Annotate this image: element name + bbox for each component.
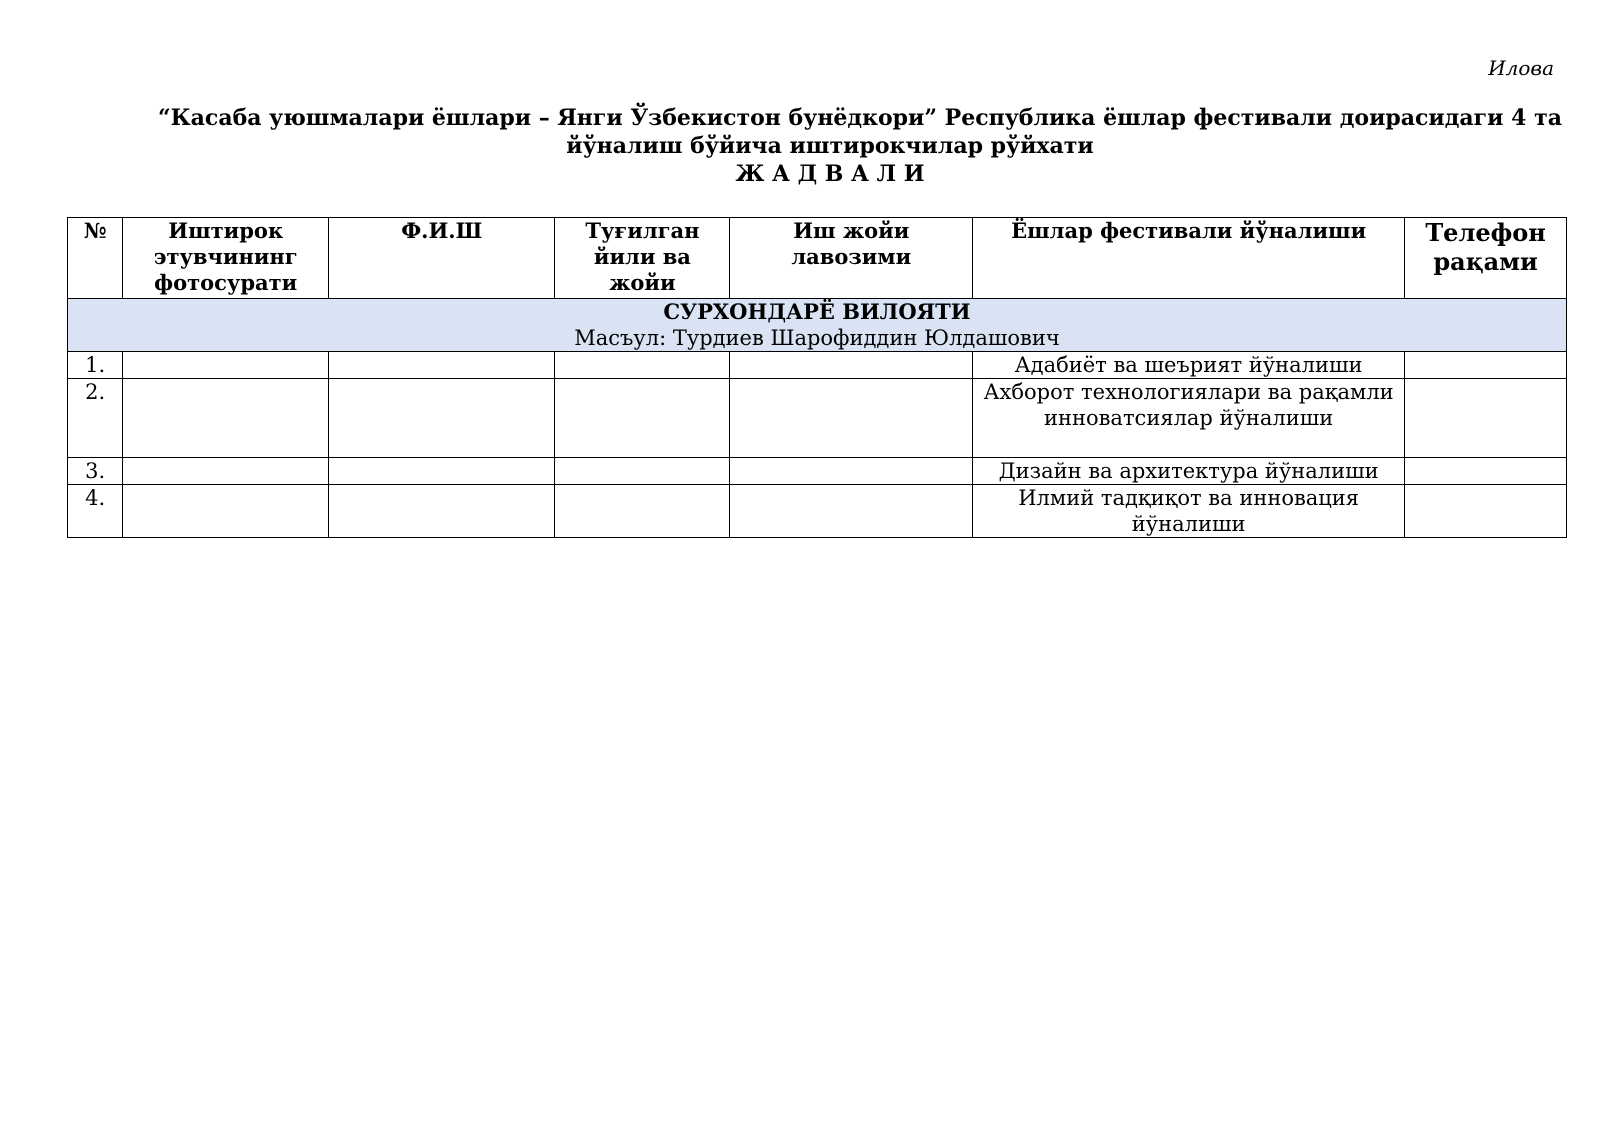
cell-number: 3.	[68, 458, 123, 485]
cell-job	[730, 485, 973, 538]
cell-full-name	[329, 352, 555, 379]
region-name: СУРХОНДАРЁ ВИЛОЯТИ	[663, 299, 971, 324]
header-photo: Иштирок этувчининг фотосурати	[123, 218, 329, 299]
cell-birth	[555, 352, 730, 379]
region-row	[68, 299, 1567, 352]
cell-phone	[1405, 352, 1567, 379]
header-full-name: Ф.И.Ш	[329, 218, 555, 299]
title-line-2: йўналиш бўйича иштирокчилар рўйхати	[566, 133, 1094, 159]
cell-photo	[123, 379, 329, 458]
title-line-3: Ж А Д В А Л И	[735, 161, 925, 187]
header-phone: Телефон рақами	[1405, 218, 1567, 299]
cell-birth	[555, 485, 730, 538]
cell-full-name	[329, 379, 555, 458]
cell-full-name	[329, 458, 555, 485]
cell-full-name	[329, 485, 555, 538]
cell-birth	[555, 458, 730, 485]
header-direction: Ёшлар фестивали йўналиши	[973, 218, 1405, 299]
region-responsible: Масъул: Турдиев Шарофиддин Юлдашович	[574, 326, 1060, 350]
cell-photo	[123, 352, 329, 379]
cell-phone	[1405, 485, 1567, 538]
cell-direction: Илмий тадқиқот ва инновация йўналиши	[973, 485, 1405, 538]
cell-direction: Адабиёт ва шеърият йўналиши	[973, 352, 1405, 379]
table-row	[68, 352, 1567, 379]
table-header-row	[68, 218, 1567, 299]
title-line-1: “Касаба уюшмалари ёшлари – Янги Ўзбекистон бунёдкори” Республика ёшлар фестивали доирасидаги 4 та	[158, 105, 1562, 131]
table-row	[68, 485, 1567, 538]
table-row	[68, 458, 1567, 485]
header-birth: Туғилган йили ва жойи	[555, 218, 730, 299]
participants-table	[67, 217, 1567, 538]
region-cell	[68, 299, 1567, 352]
appendix-label: Илова	[1488, 56, 1554, 80]
cell-birth	[555, 379, 730, 458]
cell-phone	[1405, 379, 1567, 458]
cell-phone	[1405, 458, 1567, 485]
cell-direction: Дизайн ва архитектура йўналиши	[973, 458, 1405, 485]
header-job: Иш жойи лавозими	[730, 218, 973, 299]
header-number: №	[68, 218, 123, 299]
cell-job	[730, 458, 973, 485]
cell-number: 1.	[68, 352, 123, 379]
cell-direction: Ахборот технологиялари ва рақамли инноватсиялар йўналиши	[973, 379, 1405, 458]
cell-number: 2.	[68, 379, 123, 458]
cell-job	[730, 352, 973, 379]
document-title	[70, 104, 1590, 188]
cell-number: 4.	[68, 485, 123, 538]
cell-photo	[123, 485, 329, 538]
table-row	[68, 379, 1567, 458]
cell-photo	[123, 458, 329, 485]
cell-job	[730, 379, 973, 458]
